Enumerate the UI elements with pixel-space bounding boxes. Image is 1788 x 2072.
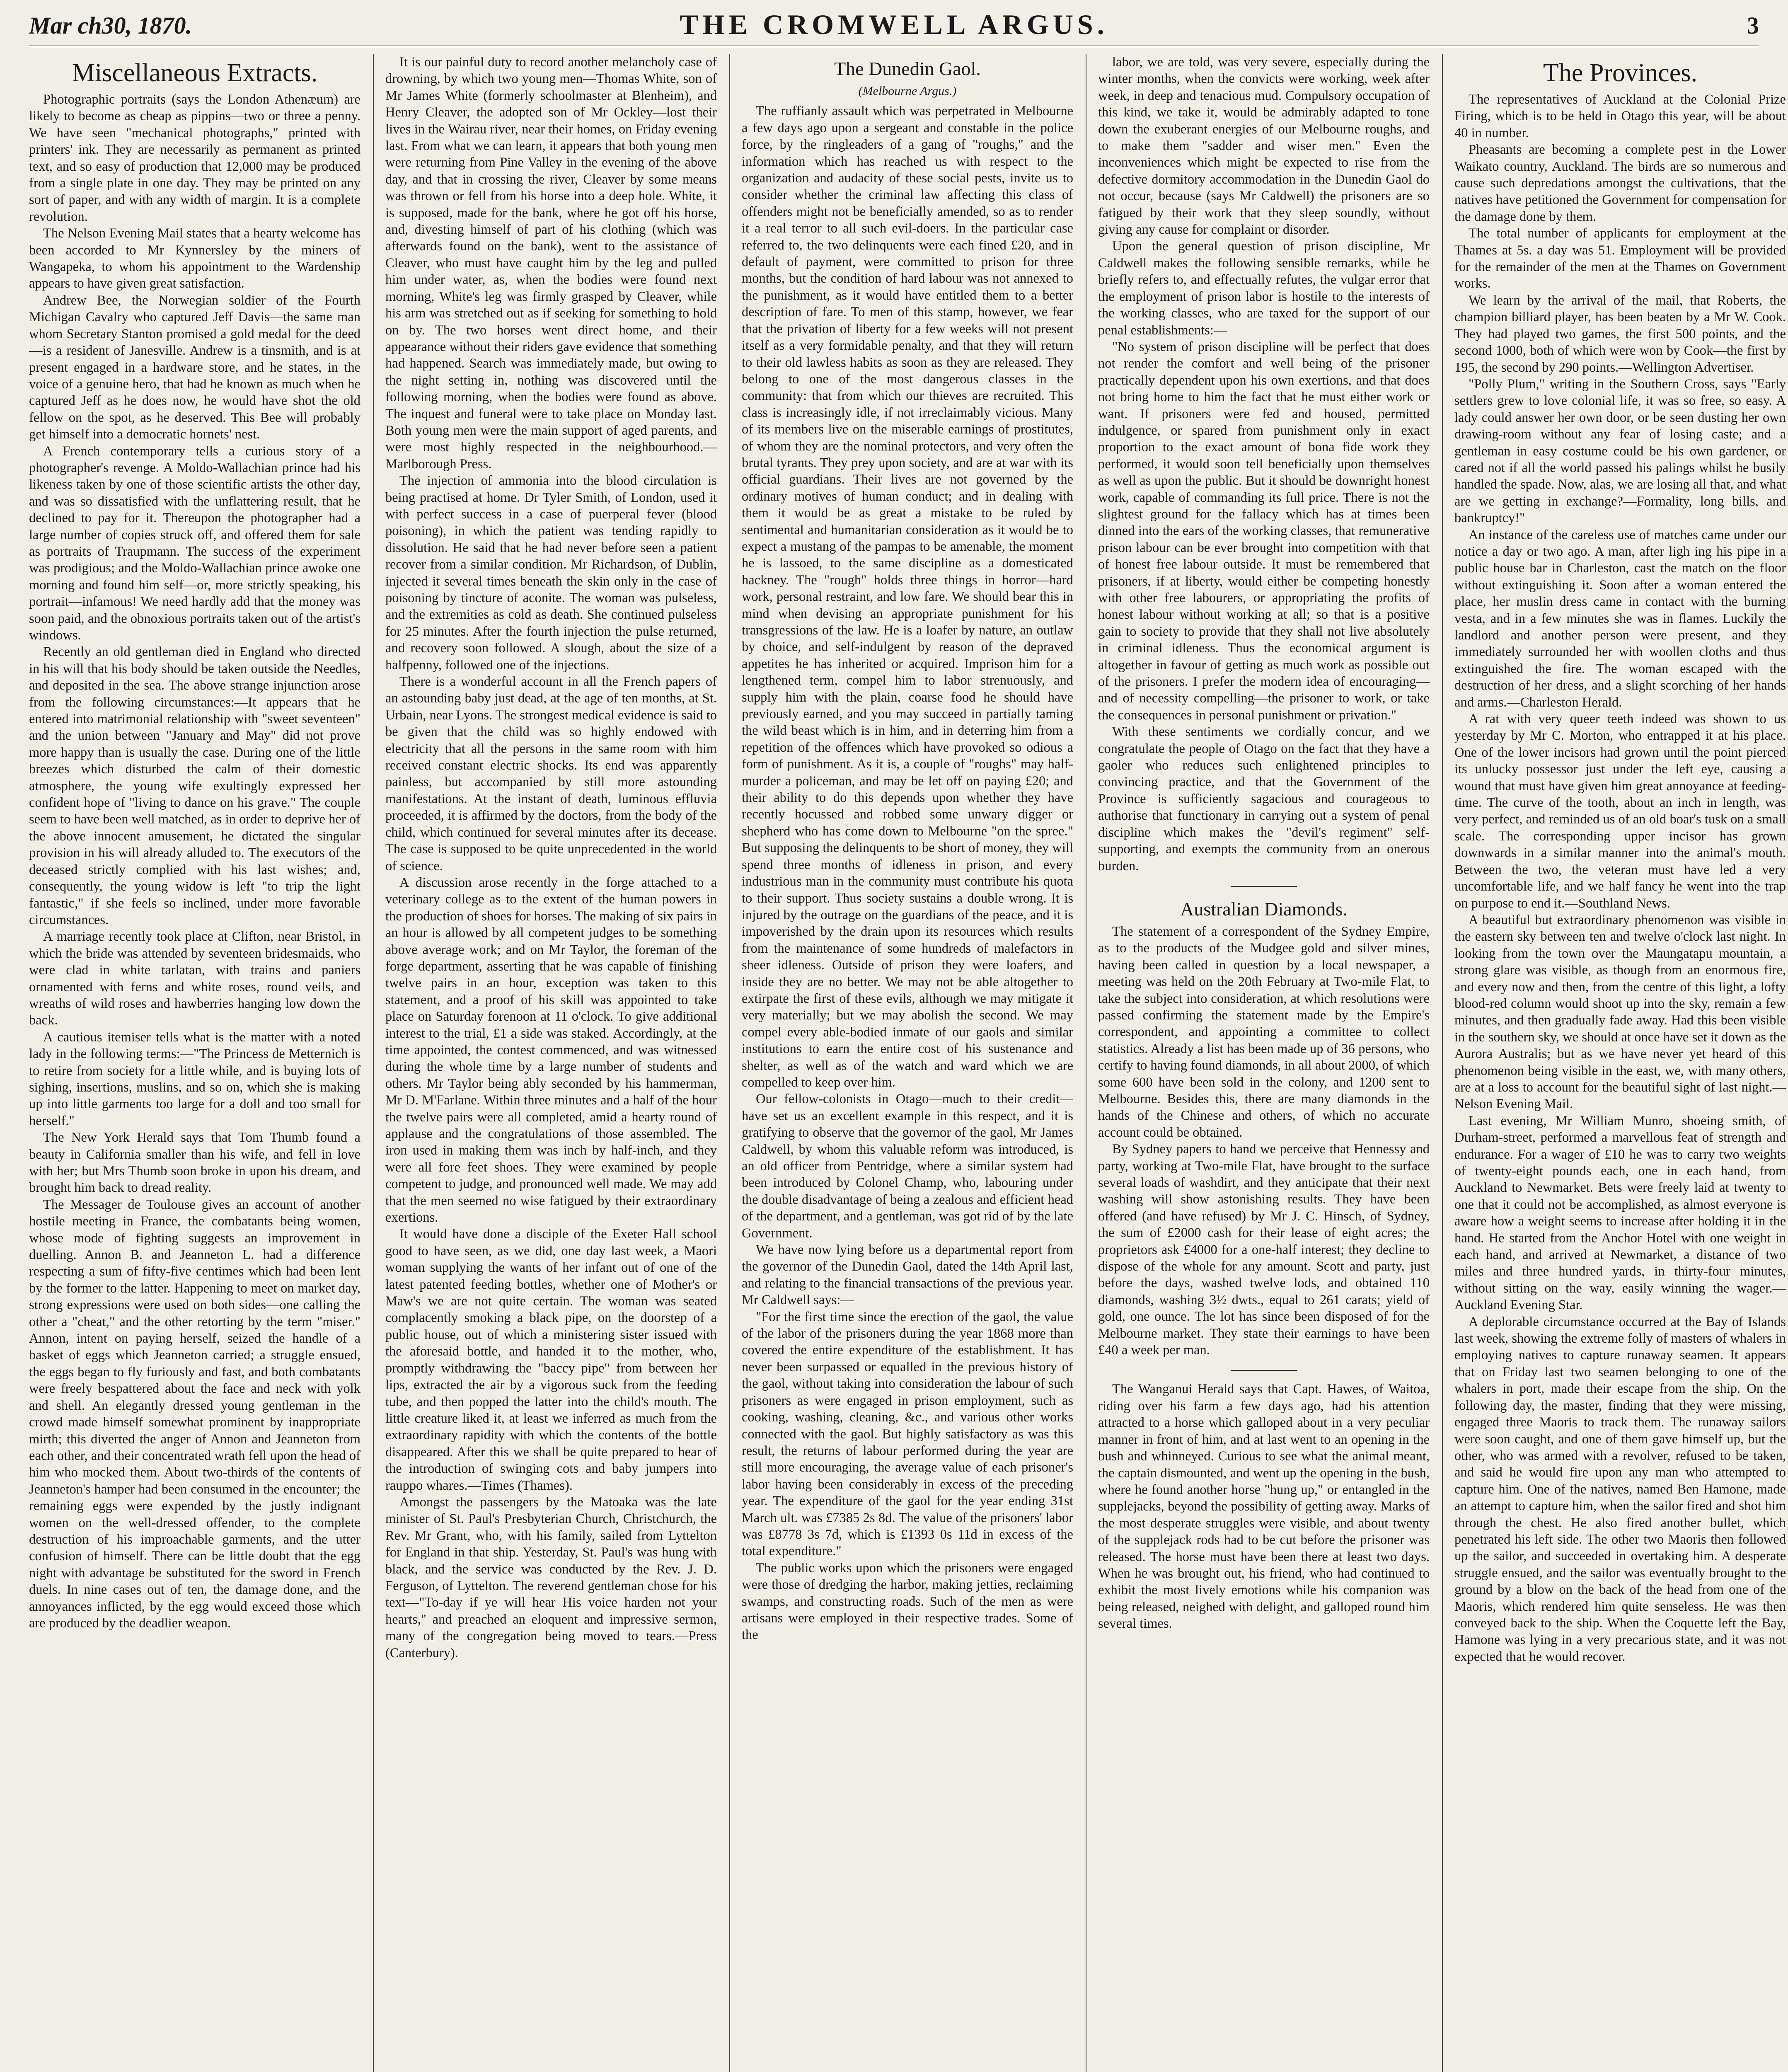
article-paragraph: A rat with very queer teeth indeed was shown to us yesterday by Mr C. Morton, who entrapped it at his place. One of the lower incisors had grown until the point pierced its unlucky possessor just under the left eye, causing a wound that must have given him great annoyance at feeding-time. The curve of the tooth, about an inch in length, was very perfect, and reminded us of an old boar's tusk on a small scale. The corresponding upper incisor has grown downwards in a similar manner into the animal's mouth. Between the two, the veteran must have led a very uncomfortable life, and we half fancy he went into the trap on purpose to end it.—Southland News.	[1454, 712, 1786, 911]
article-paragraph: Last evening, Mr William Munro, shoeing smith, of Durham-street, performed a marvellous feat of strength and endurance. For a wager of £10 he was to carry two weights of twenty-eight pounds each, one in each hand, from Auckland to Newmarket. Bets were freely laid at twenty to one that it could not be accomplished, as almost everyone is aware how a weight seems to increase after holding it in the hand. He started from the Anchor Hotel with one weight in each hand, and arrived at Newmarket, a distance of two miles and three hundred yards, in thirty-four minutes, without sitting on the way, easily winning the wager.—Auckland Evening Star.	[1454, 1113, 1786, 1313]
article-paragraph: labor, we are told, was very severe, especially during the winter months, when the convicts were working, week after week, in deep and tenacious mud. Compulsory occupation of this kind, we take it, would be admirably adapted to tone down the exuberant energies of our Melbourne roughs, and to make them "sadder and wiser men." Even the inconveniences which might be expected to rise from the defective dormitory accommodation in the Dunedin Gaol do not occur, because (says Mr Caldwell) the prisoners are so fatigued by their work that they sleep soundly, without giving any cause for complaint or disorder.	[1098, 55, 1430, 237]
article-paragraph: The public works upon which the prisoners were engaged were those of dredging the harbor, making jetties, reclaiming swamps, and constructing roads. Such of the men as were artisans were employed in their respective trades. Some of the	[742, 1560, 1073, 1643]
article-paragraph: The total number of applicants for employment at the Thames at 5s. a day was 51. Employment will be provided for the remainder of the men at the Thames on Government works.	[1454, 226, 1786, 291]
column-rule	[373, 54, 374, 2072]
article-paragraph: Our fellow-colonists in Otago—much to their credit—have set us an excellent example in this respect, and it is gratifying to observe that the governor of the gaol, Mr James Caldwell, by whom this valuable reform was introduced, is an old officer from Pentridge, where a similar system had been introduced by Colonel Champ, who, labouring under the double disadvantage of being a zealous and efficient head of the department, and a gentleman, was got rid of by the late Government.	[742, 1092, 1073, 1241]
article-paragraph: A French contemporary tells a curious story of a photographer's revenge. A Moldo-Wallachian prince had his likeness taken by one of those scientific artists the other day, and was so dissatisfied with the unflattering result, that he declined to pay for it. Thereupon the photographer had a large number of copies struck off, and offered them for sale as portraits of Traupmann. The success of the experiment was prodigious; and the Moldo-Wallachian prince awoke one morning and found him self—or, more strictly speaking, his portrait—infamous! We need hardly add that the money was soon paid, and the obnoxious portraits taken out of the artist's windows.	[29, 443, 361, 643]
article-divider	[1231, 886, 1297, 887]
article-paragraph: "For the first time since the erection of the gaol, the value of the labor of the prisoners during the year 1868 more than covered the entire expenditure of the establishment. It has never been surpassed or equalled in the previous history of the gaol, without taking into consideration the labour of such prisoners as were engaged in prison employment, such as cooking, washing, cleaning, &c., and various other works connected with the gaol. But highly satisfactory as was this result, the returns of labour performed during the year are still more encouraging, the average value of each prisoner's labor having been considerably in excess of the preceding year. The expenditure of the gaol for the year ending 31st March ult. was £7385 2s 8d. The value of the prisoners' labor was £8778 3s 7d, which is £1393 0s 11d in excess of the total expenditure."	[742, 1309, 1073, 1559]
column-rule	[1442, 54, 1443, 2072]
article-paragraph: We have now lying before us a departmental report from the governor of the Dunedin Gaol, dated the 14th April last, and relating to the financial transactions of the previous year. Mr Caldwell says:—	[742, 1242, 1073, 1308]
article-paragraph: The injection of ammonia into the blood circulation is being practised at home. Dr Tyler Smith, of London, used it with perfect success in a case of puerperal fever (blood poisoning), in which the patient was tending rapidly to dissolution. He said that he had never before seen a patient recover from a similar condition. Mr Richardson, of Dublin, injected it several times beneath the skin only in the case of poisoning by tincture of aconite. The woman was pulseless, and the extremities as cold as death. She continued pulseless for 25 minutes. After the fourth injection the pulse returned, and recovery soon followed. A slough, about the size of a halfpenny, followed one of the injections.	[385, 473, 717, 673]
article-paragraph: An instance of the careless use of matches came under our notice a day or two ago. A man, after ligh ing his pipe in a public house bar in Charleston, cast the match on the floor without extinguishing it. Soon after a woman entered the place, her muslin dress came in contact with the burning vesta, and in a few minutes she was in flames. Luckily the landlord and another person were present, and they immediately surrounded her with woollen cloths and thus extinguished the fire. The woman escaped with the destruction of her dress, and a slight scorching of her hands and arms.—Charleston Herald.	[1454, 527, 1786, 710]
column-dunedin-gaol	[742, 54, 1073, 2072]
article-paragraph: By Sydney papers to hand we perceive that Hennessy and party, working at Two-mile Flat, have brought to the surface several loads of washdirt, and they anticipate that their next washing will show astonishing results. They have been offered (and have refused) by Mr J. C. Hinsch, of Sydney, the sum of £2000 cash for their lease of eight acres; the proprietors ask £4000 for a one-half interest; they decline to dispose of the whole for any amount. Scott and party, just before the days, washed twelve lods, and obtained 110 diamonds, washing 3½ dwts., equal to 261 carats; yield of gold, one ounce. The lot has since been disposed of for the Melbourne market. They state their earnings to have been £40 a week per man.	[1098, 1142, 1430, 1358]
section-heading: Miscellaneous Extracts.	[72, 59, 318, 87]
column-news-items	[385, 54, 717, 2072]
article-paragraph: A deplorable circumstance occurred at the Bay of Islands last week, showing the extreme folly of masters of whalers in employing natives to capture runaway seamen. It appears that on Friday last two seamen belonging to one of the whalers in port, made their escape from the ship. On the following day, the master, finding that they were missing, engaged three Maoris to track them. The runaway sailors were soon caught, and one of them gave himself up, but the other, who was armed with a revolver, refused to be taken, and said he would fire upon any man who attempted to capture him. One of the natives, named Ben Hamone, made an attempt to capture him, when the sailor fired and shot him through the chest. He also fired another bullet, which penetrated his left side. The other two Maoris then followed up the sailor, and succeeded in overtaking him. A desperate struggle ensued, and the sailor was eventually brought to the ground by a blow on the back of the head from one of the Maoris, which rendered him quite senseless. He was then conveyed back to the ship. When the Coquette left the Bay, Hamone was lying in a very precarious state, and it was not expected that he would recover.	[1454, 1314, 1786, 1664]
article-paragraph: The Wanganui Herald says that Capt. Hawes, of Waitoa, riding over his farm a few days ago, had his attention attracted to a horse which galloped about in a very peculiar manner in front of him, and at last went to an opening in the bush and whinneyed. Curious to see what the animal meant, the captain dismounted, and went up the opening in the bush, where he found another horse "hung up," or entangled in the supplejacks, beyond the possibility of getting away. Marks of the most desperate struggles were visible, and about twenty of the supplejack rods had to be cut before the prisoner was released. The horse must have been there at least two days. When he was brought out, his friend, who had continued to exhibit the most lively emotions while his companion was being released, neighed with delight, and galloped round him several times.	[1098, 1382, 1430, 1631]
column-gaol-continued-and-diamonds	[1098, 54, 1430, 2072]
article-paragraph: "No system of prison discipline will be perfect that does not render the comfort and well being of the prisoner practically dependent upon his own exertions, and that does not bring home to him the fact that he must either work or want. If prisoners were fed and housed, permitted indulgence, or spared from punishment only in exact proportion to the exact amount of bona fide work they performed, it would soon tell beneficially upon themselves as well as upon the public. But it should be downright honest work, capable of commanding its full price. There is not the slightest ground for the fallacy which has at times been dinned into the ears of the working classes, that remunerative prison labour can be ever brought into competition with that of honest free labour outside. It must be remembered that prisoners, if at liberty, would either be competing honestly with other free labourers, or appropriating the profits of honest labour without working at all; so that is a positive gain to society to provide that they shall not live absolutely in criminal idleness. Thus the economical argument is altogether in favour of getting as much work as possible out of the prisoners. I prefer the modern idea of encouraging—and of necessity compelling—the prisoner to work, or take the consequences in personal punishment or privation."	[1098, 339, 1430, 723]
article-paragraph: Recently an old gentleman died in England who directed in his will that his body should be taken outside the Needles, and deposited in the sea. The above strange injunction arose from the following circumstances:—It appears that he entered into matrimonial relationship with "sweet seventeen" and the union between "January and May" did not prove more happy than is usually the case. During one of the little breezes which disturbed the calm of their domestic atmosphere, the young wife exultingly expressed her confident hope of "living to dance on his grave." The couple seem to have been well matched, as in order to deprive her of the above innocent amusement, he dictated the singular provision in his will already alluded to. The executors of the deceased strictly complied with his last wishes; and, consequently, the young widow is left "to trip the light fantastic," if she feels so inclined, under more favorable circumstances.	[29, 644, 361, 927]
article-paragraph: The statement of a correspondent of the Sydney Empire, as to the products of the Mudgee gold and silver mines, having been called in question by a local newspaper, a meeting was held on the 20th February at Two-mile Flat, to take the subject into consideration, at which resolutions were passed confirming the statement made by the Empire's correspondent, and appointing a committee to collect statistics. Already a list has been made up of 36 persons, who certify to having found diamonds, in all about 2000, of which some 600 have been sold in the colony, and 1200 sent to Melbourne. Besides this, there are many diamonds in the hands of the Chinese and others, of which no accurate account could be obtained.	[1098, 924, 1430, 1140]
article-paragraph: It would have done a disciple of the Exeter Hall school good to have seen, as we did, one day last week, a Maori woman supplying the wants of her infant out of one of the latest patented feeding bottles, whether one of Mother's or Maw's we are not quite certain. The woman was seated complacently smoking a black pipe, on the doorstep of a public house, out of which a ministering sister issued with the aforesaid bottle, and handed it to the mother, who, promptly withdrawing the "baccy pipe" from between her lips, extracted the air by a vigorous suck from the feeding tube, and then popped the latter into the child's mouth. The little creature liked it, at least we inferred as much from the extraordinary rapidity with which the contents of the bottle disappeared. After this we shall be quite prepared to hear of the introduction of swinging cots and baby jumpers into rauppo whares.—Times (Thames).	[385, 1227, 717, 1493]
article-paragraph: It is our painful duty to record another melancholy case of drowning, by which two young men—Thomas White, son of Mr James White (formerly schoolmaster at Blenheim), and Henry Cleaver, the adopted son of Mr Ockley—lost their lives in the Wairau river, near their homes, on Friday evening last. From what we can learn, it appears that both young men were returning from Pine Valley in the evening of the above day, and that in crossing the river, Cleaver by some means was thrown or fell from his horse into a deep hole. White, it is supposed, made for the bank, where he got off his horse, and, divesting himself of part of his clothing (which was afterwards found on the bank), went to the assistance of Cleaver, who must have caught him by the leg and pulled him under water, as, when the bodies were found next morning, White's leg was firmly grasped by Cleaver, while his arm was stretched out as if seeking for something to hold on by. The two horses went direct home, and their appearance without their riders gave evidence that something had happened. Search was immediately made, but owing to the night setting in, nothing was discovered until the following morning, when the bodies were found as above. The inquest and funeral were to take place on Monday last. Both young men were the main support of aged parents, and were most highly respected in the neighbourhood.—Marlborough Press.	[385, 55, 717, 472]
article-paragraph: With these sentiments we cordially concur, and we congratulate the people of Otago on the fact that they have a gaoler who reduces such enlightened principles to convincing practice, and that the Government of the Province is sufficiently sagacious and courageous to authorise that functionary in carrying out a system of penal discipline which makes the "devil's regiment" self-supporting, and exempts the community from an onerous burden.	[1098, 724, 1430, 874]
article-paragraph: Upon the general question of prison discipline, Mr Caldwell makes the following sensible remarks, while he briefly refers to, and effectually refutes, the vulgar error that the employment of prison labor is hostile to the interests of the working classes, who are taxed for the support of our penal establishments:—	[1098, 239, 1430, 338]
article-heading: Australian Diamonds.	[1180, 898, 1348, 920]
article-paragraph: A marriage recently took place at Clifton, near Bristol, in which the bride was attended by seventeen bridesmaids, who were clad in white tarlatan, with trains and paniers ornamented with ferns and white roses, round veils, and wreaths of wild roses and hawberries hanging low down the back.	[29, 929, 361, 1028]
page-number: 3	[1747, 12, 1759, 39]
article-paragraph: The representatives of Auckland at the Colonial Prize Firing, which is to be held in Otago this year, will be about 40 in number.	[1454, 92, 1786, 140]
article-paragraph: "Polly Plum," writing in the Southern Cross, says "Early settlers grew to love colonial life, it was so free, so easy. A lady could answer her own door, or be seen dusting her own drawing-room without any fear of losing caste; and a gentleman in easy costume could be his own gardener, or cared not if all the world passed his palings whilst he busily handled the spade. Now, alas, we are losing all that, and what are we getting in exchange?—Formality, long bills, and bankruptcy!"	[1454, 376, 1786, 526]
article-paragraph: There is a wonderful account in all the French papers of an astounding baby just dead, at the age of ten months, at St. Urbain, near Lyons. The strongest medical evidence is said to be given that the child was so highly endowed with electricity that all the persons in the same room with him received constant electric shocks. Its end was apparently painless, but accompanied by still more astounding manifestations. At the instant of death, luminous effluvia proceeded, it is affirmed by the doctors, from the body of the child, which continued for several minutes after its decease. The case is supposed to be quite unprecedented in the world of science.	[385, 674, 717, 874]
article-paragraph: Pheasants are becoming a complete pest in the Lower Waikato country, Auckland. The birds are so numerous and cause such depredations amongst the cultivations, that the natives have petitioned the Government for compensation for the damage done by them.	[1454, 142, 1786, 224]
article-paragraph: The New York Herald says that Tom Thumb found a beauty in California smaller than his wife, and fell in love with her; but Mrs Thumb soon broke in upon his dream, and brought him back to dread reality.	[29, 1130, 361, 1196]
article-heading: The Dunedin Gaol.	[834, 58, 981, 79]
article-paragraph: The Messager de Toulouse gives an account of another hostile meeting in France, the combatants being women, whose mode of fighting suggests an improvement in duelling. Annon B. and Jeanneton L. had a difference respecting a sum of fifty-five centimes which had been lent by the former to the latter. Happening to meet on market day, strong expressions were used on both sides—one calling the other a "cheat," and the other retorting by the term "miser." Annon, intent on paying herself, seized the handle of a basket of eggs which Jeanneton carried; a struggle ensued, the eggs began to fly furiously and fast, and both combatants were freely bespattered about the face and neck with yolk and shell. An elegantly dressed young gentleman in the crowd made himself somewhat prominent by inappropriate mirth; this diverted the anger of Annon and Jeanneton from each other, and their concentrated wrath fell upon the head of him who mocked them. About two-thirds of the contents of Jeanneton's hamper had been consumed in the encounter; the remaining eggs were expended by the justly indignant women on the well-dressed offender, to the complete destruction of his improachable garments, and the utter confusion of himself. There can be little doubt that the egg night with advantage be substituted for the sword in French duels. In nine cases out of ten, the damage done, and the annoyances inflicted, by the egg would exceed those which are produced by the deadlier weapon.	[29, 1197, 361, 1631]
column-miscellaneous-extracts	[29, 54, 361, 2072]
article-paragraph: The Nelson Evening Mail states that a hearty welcome has been accorded to Mr Kynnersley by the miners of Wangapeka, to whom his appointment to the Wardenship appears to have given great satisfaction.	[29, 226, 361, 291]
article-paragraph: A discussion arose recently in the forge attached to a veterinary college as to the extent of the human powers in the production of shoes for horses. The making of six pairs in an hour is allowed by all competent judges to be something above average work; and on Mr Taylor, the foreman of the forge department, asserting that he was capable of finishing twelve pairs in an hour, exception was taken to this statement, and a proof of his skill was appointed to take place on Saturday forenoon at 11 o'clock. To give additional interest to the trial, £1 a side was staked. Accordingly, at the time appointed, the contest commenced, and was witnessed during the whole time by a large number of students and others. Mr Taylor being ably seconded by his hammerman, Mr D. M'Farlane. Within three minutes and a half of the hour the twelve pairs were all completed, amid a hearty round of applause and the congratulations of those assembled. The iron used in making them was inch by half-inch, and they were all fore feet shoes. They were examined by people competent to judge, and pronounced well made. We may add that the men seemed no wise fatigued by their extraordinary exertions.	[385, 875, 717, 1225]
article-paragraph: Amongst the passengers by the Matoaka was the late minister of St. Paul's Presbyterian Church, Christchurch, the Rev. Mr Grant, who, with his family, sailed from Lyttelton for England in that ship. Yesterday, St. Paul's was hung with black, and the service was conducted by the Rev. J. D. Ferguson, of Lyttelton. The reverend gentleman chose for his text—"To-day if ye will hear His voice harden not your hearts," and preached an eloquent and impressive sermon, many of the congregation being moved to tears.—Press (Canterbury).	[385, 1494, 717, 1661]
section-heading: The Provinces.	[1543, 59, 1697, 87]
column-the-provinces	[1454, 54, 1786, 2072]
article-paragraph: A cautious itemiser tells what is the matter with a noted lady in the following terms:—"The Princess de Metternich is to retire from society for a little while, and is buying lots of sighing, insertions, muslins, and so on, which she is making up into little garments too large for a doll and too small for herself."	[29, 1029, 361, 1128]
article-paragraph: Photographic portraits (says the London Athenæum) are likely to become as cheap as pippins—two or three a penny. We have seen "mechanical photographs," printed with printers' ink. They are necessarily as permanent as printed text, and so easy of production that 12,000 may be produced from a single plate in one day. They may be printed on any sort of paper, and with any width of margin. It is a complete revolution.	[29, 92, 361, 224]
article-divider	[1231, 1370, 1297, 1371]
article-source: (Melbourne Argus.)	[858, 84, 957, 98]
column-rule	[729, 54, 730, 2072]
newspaper-title: THE CROMWELL ARGUS.	[680, 9, 1108, 40]
issue-date: Mar ch30, 1870.	[29, 12, 192, 39]
article-paragraph: The ruffianly assault which was perpetrated in Melbourne a few days ago upon a sergeant and constable in the police force, by the ringleaders of a gang of "roughs," and the information which has reached us with respect to the organization and audacity of these social pests, invite us to consider whether the criminal law affecting this class of offenders might not be beneficially amended, so as to render it a real terror to all such evil-doers. In the particular case referred to, the two delinquents were each fined £20, and in default of payment, were committed to prison for three months, but the condition of hard labour was not annexed to the punishment, as it would have entitled them to a better description of fare. To men of this stamp, however, we fear that the privation of liberty for a few weeks will not present itself as a very formidable penalty, and that they will return to their old lawless habits as soon as they are released. They belong to one of the most dangerous classes in the community: that from which our thieves are recruited. This class is increasingly idle, if not irreclaimably vicious. Many of its members live on the miserable earnings of prostitutes, of whom they are the nominal protectors, and very often the brutal tyrants. They prey upon society, and are at war with its official guardians. Their lives are not governed by the ordinary motives of human conduct; and in dealing with them it would be as great a mistake to be ruled by sentimental and humanitarian consideration as it would be to expect a mustang of the pampas to be amenable, the moment he is lassoed, to the same discipline as a domesticated hackney. The "rough" holds three things in horror—hard work, personal restraint, and low fare. We should bear this in mind when devising an appropriate punishment for his transgressions of the law. He is a loafer by nature, an outlaw by choice, and self-indulgent by reason of the depraved appetites he has inherited or acquired. Imprison him for a lengthened term, compel him to labor strenuously, and supply him with the plain, coarse food he should have previously earned, and you may succeed in partially taming the wild beast which is in him, and in deterring him from a repetition of the offences which have provoked so odious a form of punishment. As it is, a couple of "roughs" may half-murder a policeman, and may be let off on paying £20; and their ability to do this depends upon whether they have recently hocussed and robbed some unwary digger or shepherd who has come down to Melbourne "on the spree." But supposing the delinquents to be short of money, they will spend three months of idleness in prison, and every industrious man in the community must contribute his quota to their support. Thus society sustains a double wrong. It is injured by the outrage on the guardians of the peace, and it is impoverished by the drain upon its resources which results from the maintenance of some hundreds of malefactors in sheer idleness. Outside of prison they were loafers, and inside they are no better. We may not be able altogether to extirpate the first of these evils, although we may mitigate it very materially; but we may abolish the second. We may compel every able-bodied inmate of our gaols and similar institutions to earn the entire cost of his sustenance and shelter, as well as of the watch and ward which we are compelled to keep over him.	[742, 104, 1073, 1090]
article-paragraph: A beautiful but extraordinary phenomenon was visible in the eastern sky between ten and twelve o'clock last night. In looking from the town over the Maungatapu mountain, a strong glare was visible, as though from an enormous fire, and every now and then, from the centre of this light, a lofty blood-red column would shoot up into the sky, remain a few minutes, and then gradually fade away. Had this been visible in the southern sky, we should at once have set it down as the Aurora Australis; but as we have never yet heard of this phenomenon being visible in the east, we, with many others, are at a loss to account for the beautiful sight of last night.—Nelson Evening Mail.	[1454, 912, 1786, 1112]
masthead	[29, 8, 1759, 47]
article-paragraph: We learn by the arrival of the mail, that Roberts, the champion billiard player, has been beaten by a Mr W. Cook. They had played two games, the first 500 points, and the second 1000, both of which were won by Cook—the first by 195, the second by 290 points.—Wellington Advertiser.	[1454, 293, 1786, 375]
article-paragraph: Andrew Bee, the Norwegian soldier of the Fourth Michigan Cavalry who captured Jeff Davis—the same man whom Secretary Stanton promised a gold medal for the deed—is a resident of Janesville. Andrew is a tinsmith, and is at present engaged in a hardware store, and he states, in the voice of a genuine hero, that had he known as much when he captured Jeff as he does now, he would have shot the old fellow on the spot, as he deserved. This Bee will probably get himself into a democratic hornets' nest.	[29, 293, 361, 442]
